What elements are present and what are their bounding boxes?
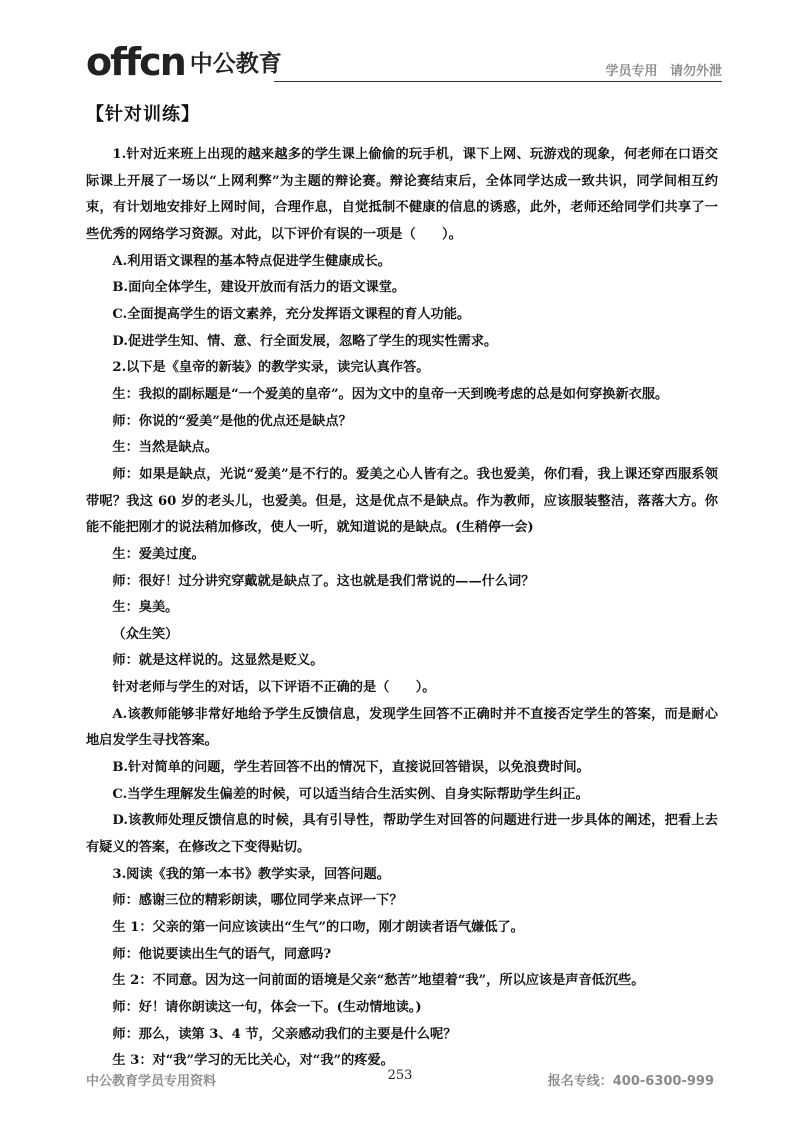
paragraph: 师：如果是缺点，光说“爱美”是不行的。爱美之心人皆有之。我也爱美，你们看，我上课还穿西服系领带呢？我这 60 岁的老头儿，也爱美。但是，这是优点不是缺点。作为教师，应该服装整洁，落落大方。你能不能把刚才的说法稍加修改，使人一听，就知道说的是缺点。(生稍停一会) [86,466,718,536]
header-divider [274,81,722,82]
paragraph: B.面向全体学生，建设开放而有活力的语文课堂。 [112,280,406,296]
document-body [86,142,718,1075]
section-title: 【针对训练】 [86,104,200,125]
paragraph: C.当学生理解发生偏差的时候，可以适当结合生活实例、自身实际帮助学生纠正。 [112,786,589,802]
header-notice: 学员专用 请勿外泄 [605,64,722,79]
paragraph: 师：好！请你朗读这一句，体会一下。(生动情地读。) [112,1000,422,1015]
paragraph: 生 1：父亲的第一问应该读出“生气”的口吻，刚才朗读者语气嫌低了。 [112,920,524,936]
page-number: 253 [387,1068,413,1083]
paragraph: 师：他说要读出生气的语气，同意吗? [112,946,332,962]
paragraph: 2.以下是《皇帝的新装》的教学实录，读完认真作答。 [112,360,430,376]
paragraph: 生：爱美过度。 [112,546,205,562]
paragraph: 师：那么，读第 3、4 节，父亲感动我们的主要是什么呢？ [112,1026,457,1042]
paragraph: 针对老师与学生的对话，以下评语不正确的是（ ）。 [112,680,436,696]
offcn-logo [86,36,282,82]
paragraph: A.该教师能够非常好地给予学生反馈信息，发现学生回答不正确时并不直接否定学生的答案，而是耐心地启发学生寻找答案。 [86,706,718,749]
paragraph: 生 2：不同意。因为这一问前面的语境是父亲“愁苦”地望着“我”，所以应该是声音低沉些。 [112,973,645,989]
paragraph: D.促进学生知、情、意、行全面发展，忽略了学生的现实性需求。 [112,333,498,349]
footer-source-label: 中公教育学员专用资料 [86,1074,217,1089]
paragraph: 师：就是这样说的。这显然是贬义。 [112,653,324,669]
footer-hotline: 报名专线：400-6300-999 [547,1074,714,1089]
paragraph: 生：当然是缺点。 [112,440,218,456]
paragraph: C.全面提高学生的语文素养，充分发挥语文课程的育人功能。 [112,306,471,322]
paragraph: D.该教师处理反馈信息的时候，具有引导性，帮助学生对回答的问题进行进一步具体的阐述，把看上去有疑义的答案，在修改之下变得贴切。 [86,813,718,856]
page-header [86,36,722,84]
logo-chinese-text: 中公教育 [189,51,282,77]
paragraph: 生：我拟的副标题是“一个爱美的皇帝”。因为文中的皇帝一天到晚考虑的总是如何穿换新衣服。 [112,386,669,402]
paragraph: （众生笑） [112,626,179,642]
paragraph: 1.针对近来班上出现的越来越多的学生课上偷偷的玩手机，课下上网、玩游戏的现象，何老师在口语交际课上开展了一场以“上网利弊”为主题的辩论赛。辩论赛结束后，全体同学达成一致共识，同学间相互约束，有计划地安排好上网时间，合理作息，自觉抵制不健康的信息的诱惑，此外，老师还给同学们共享了一些优秀的网络学习资源。对此，以下评价有误的一项是（ ）。 [86,147,718,242]
paragraph: B.针对简单的问题，学生若回答不出的情况下，直接说回答错误，以免浪费时间。 [112,760,590,776]
paragraph: A.利用语文课程的基本特点促进学生健康成长。 [112,253,391,269]
paragraph: 师：感谢三位的精彩朗读，哪位同学来点评一下？ [112,893,403,909]
paragraph: 师：你说的“爱美”是他的优点还是缺点？ [112,413,352,429]
paragraph: 3.阅读《我的第一本书》教学实录，回答问题。 [112,866,390,882]
paragraph: 生 3：对“我”学习的无比关心，对“我”的疼爱。 [112,1053,394,1069]
logo-latin-text: offcn [86,40,185,84]
paragraph: 师：很好！过分讲究穿戴就是缺点了。这也就是我们常说的——什么词？ [112,573,535,589]
paragraph: 生：臭美。 [112,600,179,616]
